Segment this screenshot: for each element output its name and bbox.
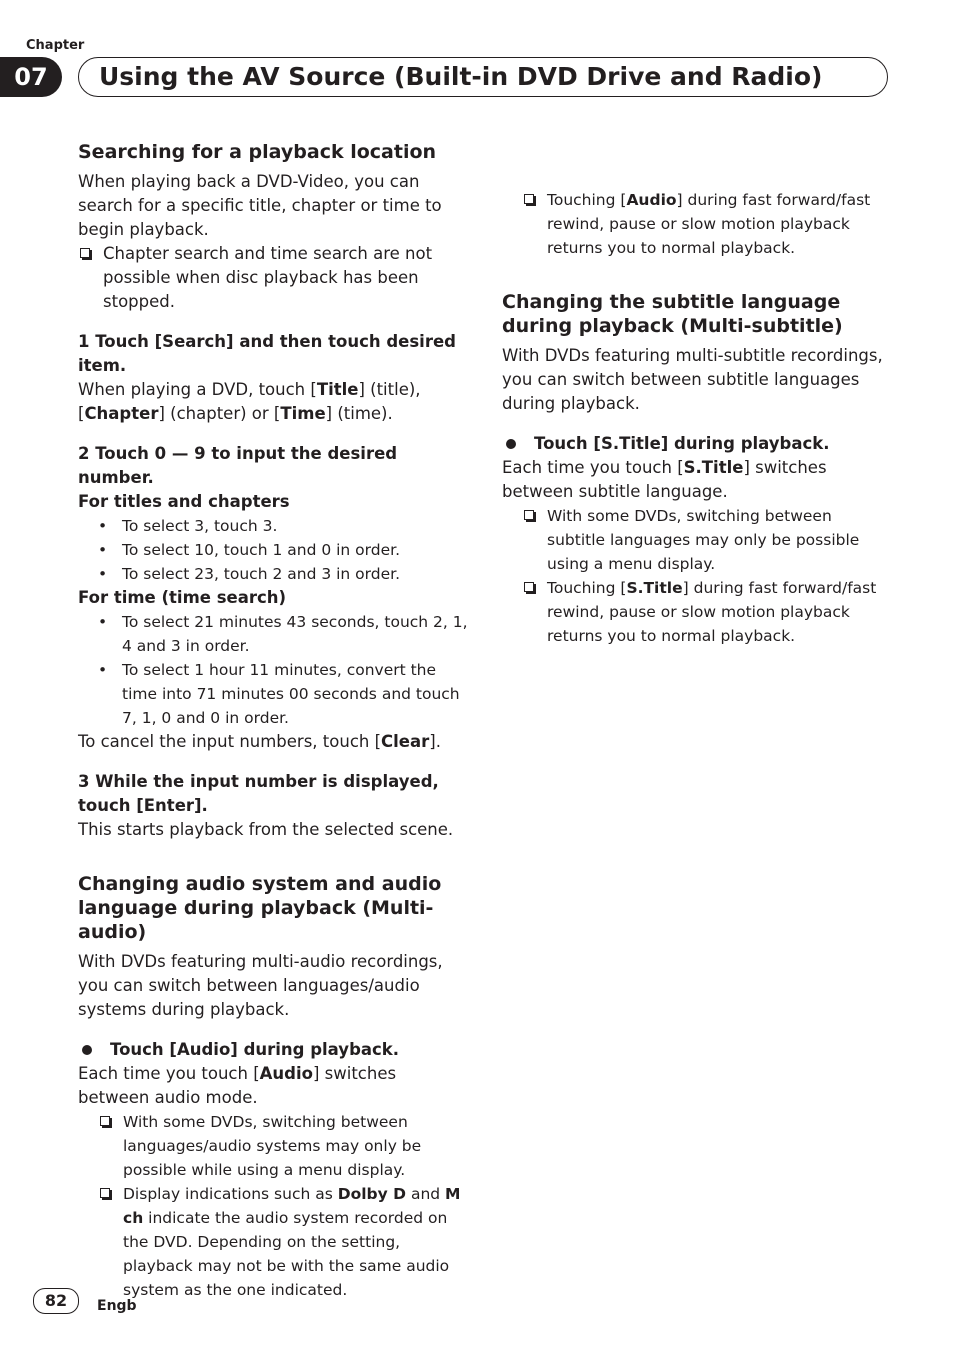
subtitle-desc: Each time you touch [S.Title] switches between subtitle language. xyxy=(502,458,827,501)
time-subheading: For time (time search) xyxy=(78,588,287,607)
audio-heading: Changing audio system and audio language during playback (Multi-audio) xyxy=(78,873,442,943)
audio-action: Touch [Audio] during playback. xyxy=(78,1038,468,1062)
right-column xyxy=(502,140,892,648)
audio-intro: With DVDs featuring multi-audio recordings, you can switch between languages/audio systems during playback. xyxy=(78,952,443,1019)
subtitle-intro: With DVDs featuring multi-subtitle recordings, you can switch between subtitle languages during playback. xyxy=(502,346,883,413)
list-item: • To select 23, touch 2 and 3 in order. xyxy=(78,562,468,586)
list-item: • To select 1 hour 11 minutes, convert the time into 71 minutes 00 seconds and touch 7, 1, 0 and 0 in order. xyxy=(78,658,468,730)
step-1-desc: When playing a DVD, touch [Title] (title), [Chapter] (chapter) or [Time] (time). xyxy=(78,380,421,423)
step-1-heading: 1 Touch [Search] and then touch desired item. xyxy=(78,332,456,375)
audio-note-1: With some DVDs, switching between languages/audio systems may only be possible while using a menu display. xyxy=(98,1110,468,1182)
step-3-desc: This starts playback from the selected scene. xyxy=(78,820,454,839)
step-3-heading: 3 While the input number is displayed, touch [Enter]. xyxy=(78,772,439,815)
audio-note-3: Touching [Audio] during fast forward/fast rewind, pause or slow motion playback returns you to normal playback. xyxy=(522,188,892,260)
titles-subheading: For titles and chapters xyxy=(78,492,290,511)
audio-desc: Each time you touch [Audio] switches between audio mode. xyxy=(78,1064,397,1107)
audio-note-2: Display indications such as Dolby D and M ch indicate the audio system recorded on the DVD. Depending on the setting, playback may not be with the same audio system as the one indicated. xyxy=(98,1182,468,1302)
subtitle-note-2: Touching [S.Title] during fast forward/fast rewind, pause or slow motion playback returns you to normal playback. xyxy=(522,576,892,648)
search-intro: When playing back a DVD-Video, you can search for a specific title, chapter or time to begin playback. xyxy=(78,172,442,239)
list-item: • To select 10, touch 1 and 0 in order. xyxy=(78,538,468,562)
chapter-label: Chapter xyxy=(26,38,85,53)
page-title: Using the AV Source (Built-in DVD Drive and Radio) xyxy=(99,62,823,91)
subtitle-heading: Changing the subtitle language during playback (Multi-subtitle) xyxy=(502,291,843,337)
chapter-number-badge: 07 xyxy=(0,57,62,97)
search-note: Chapter search and time search are not possible when disc playback has been stopped. xyxy=(78,242,468,314)
chapter-title-bar xyxy=(78,57,888,97)
subtitle-note-1: With some DVDs, switching between subtitle languages may only be possible using a menu display. xyxy=(522,504,892,576)
list-item: • To select 3, touch 3. xyxy=(78,514,468,538)
language-code: Engb xyxy=(97,1298,137,1314)
left-column xyxy=(78,140,468,1302)
search-heading: Searching for a playback location xyxy=(78,141,437,163)
page-number: 82 xyxy=(33,1288,79,1314)
list-item: • To select 21 minutes 43 seconds, touch 2, 1, 4 and 3 in order. xyxy=(78,610,468,658)
cancel-desc: To cancel the input numbers, touch [Clear]. xyxy=(78,732,441,751)
step-2-heading: 2 Touch 0 — 9 to input the desired number. xyxy=(78,444,398,487)
subtitle-action: Touch [S.Title] during playback. xyxy=(502,432,892,456)
